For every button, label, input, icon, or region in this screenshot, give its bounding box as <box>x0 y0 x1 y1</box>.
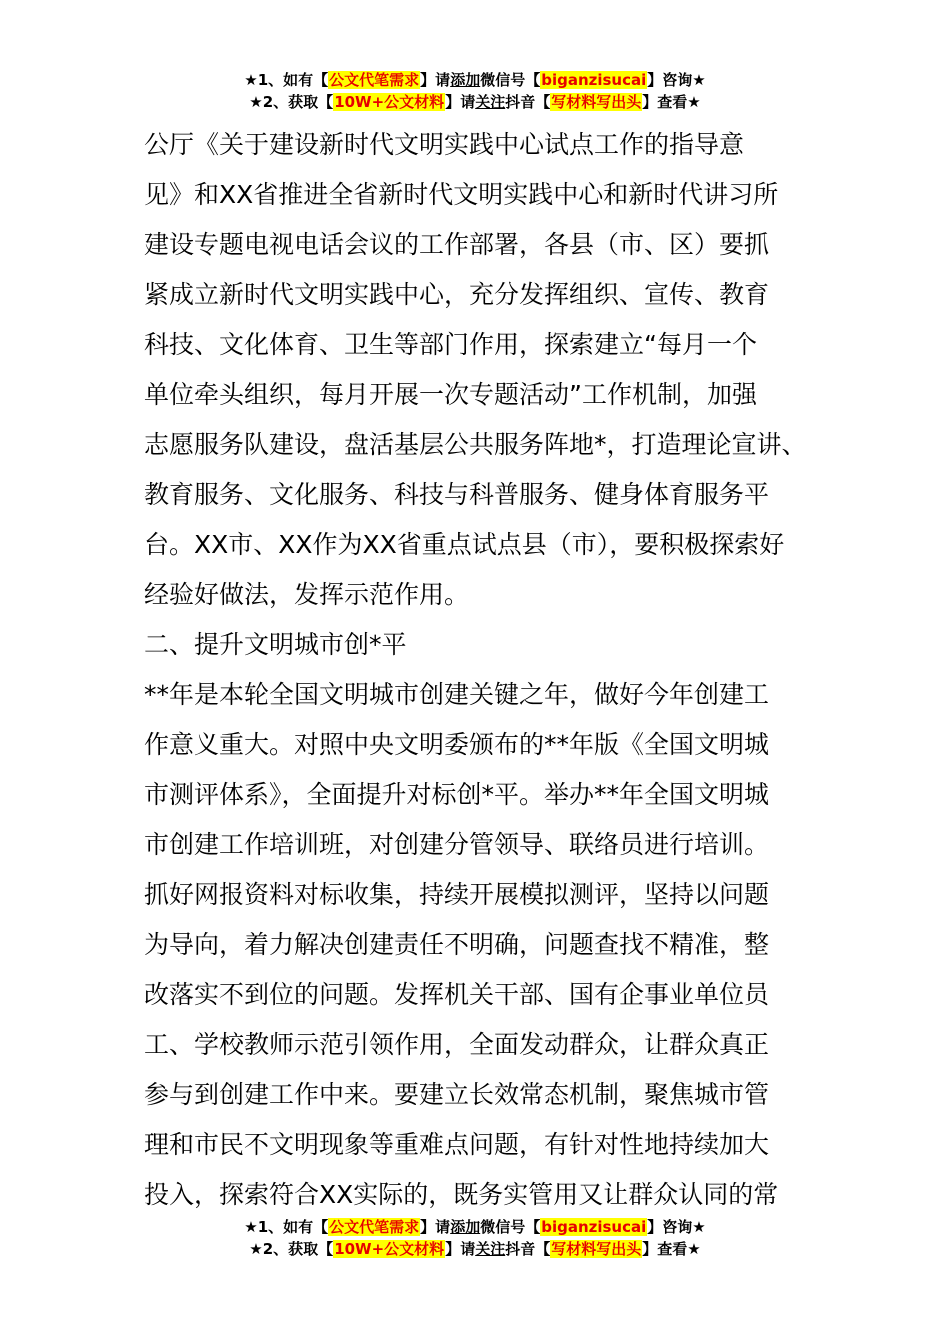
promo-line-1: ★1、如有【公文代笔需求】请添加微信号【biganzisucai】咨询★ <box>244 71 706 89</box>
wechat-id: biganzisucai <box>541 71 647 89</box>
body-line: 理和市民不文明现象等重难点问题，有针对性地持续加大 <box>144 1130 770 1159</box>
promo-footer <box>0 1216 950 1260</box>
body-line: 见》和XX省推进全省新时代文明实践中心和新时代讲习所 <box>144 180 779 209</box>
body-line: 科技、文化体育、卫生等部门作用，探索建立“每月一个 <box>144 330 757 359</box>
body-line: 市测评体系》，全面提升对标创*平。举办**年全国文明城 <box>144 780 770 809</box>
douyin-account: 写材料写出头 <box>551 1240 642 1258</box>
body-line: 为导向，着力解决创建责任不明确，问题查找不精准，整 <box>144 930 770 959</box>
body-line: **年是本轮全国文明城市创建关键之年，做好今年创建工 <box>144 680 770 709</box>
body-line: 紧成立新时代文明实践中心，充分发挥组织、宣传、教育 <box>144 280 770 309</box>
body-line: 建设专题电视电话会议的工作部署，各县（市、区）要抓 <box>144 230 770 259</box>
promo-line-2: ★2、获取【10W+公文材料】请关注抖音【写材料写出头】查看★ <box>249 93 701 111</box>
body-line: 改落实不到位的问题。发挥机关干部、国有企事业单位员 <box>144 980 770 1009</box>
body-line: 作意义重大。对照中央文明委颁布的**年版《全国文明城 <box>144 730 770 759</box>
body-line: 公厅《关于建设新时代文明实践中心试点工作的指导意 <box>144 130 745 159</box>
highlight-writing-service: 公文代笔需求 <box>329 71 420 89</box>
body-line: 抓好网报资料对标收集，持续开展模拟测评，坚持以问题 <box>144 880 770 909</box>
body-line: 经验好做法，发挥示范作用。 <box>144 580 470 609</box>
body-line: 教育服务、文化服务、科技与科普服务、健身体育服务平 <box>144 480 770 509</box>
body-line: 单位牵头组织，每月开展一次专题活动”工作机制，加强 <box>144 380 757 409</box>
wechat-id: biganzisucai <box>541 1218 647 1236</box>
body-line: 市创建工作培训班，对创建分管领导、联络员进行培训。 <box>144 830 770 859</box>
promo-header <box>0 69 950 113</box>
body-line: 工、学校教师示范引领作用，全面发动群众，让群众真正 <box>144 1030 770 1059</box>
body-line: 志愿服务队建设，盘活基层公共服务阵地*，打造理论宣讲、 <box>144 430 807 459</box>
highlight-materials: 10W+公文材料 <box>334 93 445 111</box>
document-body <box>144 120 824 1220</box>
body-line: 投入，探索符合XX实际的，既务实管用又让群众认同的常 <box>144 1180 779 1209</box>
highlight-writing-service: 公文代笔需求 <box>329 1218 420 1236</box>
body-line: 台。XX市、XX作为XX省重点试点县（市），要积极探索好 <box>144 530 785 559</box>
highlight-materials: 10W+公文材料 <box>334 1240 445 1258</box>
promo-line-1: ★1、如有【公文代笔需求】请添加微信号【biganzisucai】咨询★ <box>244 1218 706 1236</box>
section-heading: 二、提升文明城市创*平 <box>144 630 407 659</box>
promo-line-2: ★2、获取【10W+公文材料】请关注抖音【写材料写出头】查看★ <box>249 1240 701 1258</box>
body-line: 参与到创建工作中来。要建立长效常态机制，聚焦城市管 <box>144 1080 770 1109</box>
douyin-account: 写材料写出头 <box>551 93 642 111</box>
